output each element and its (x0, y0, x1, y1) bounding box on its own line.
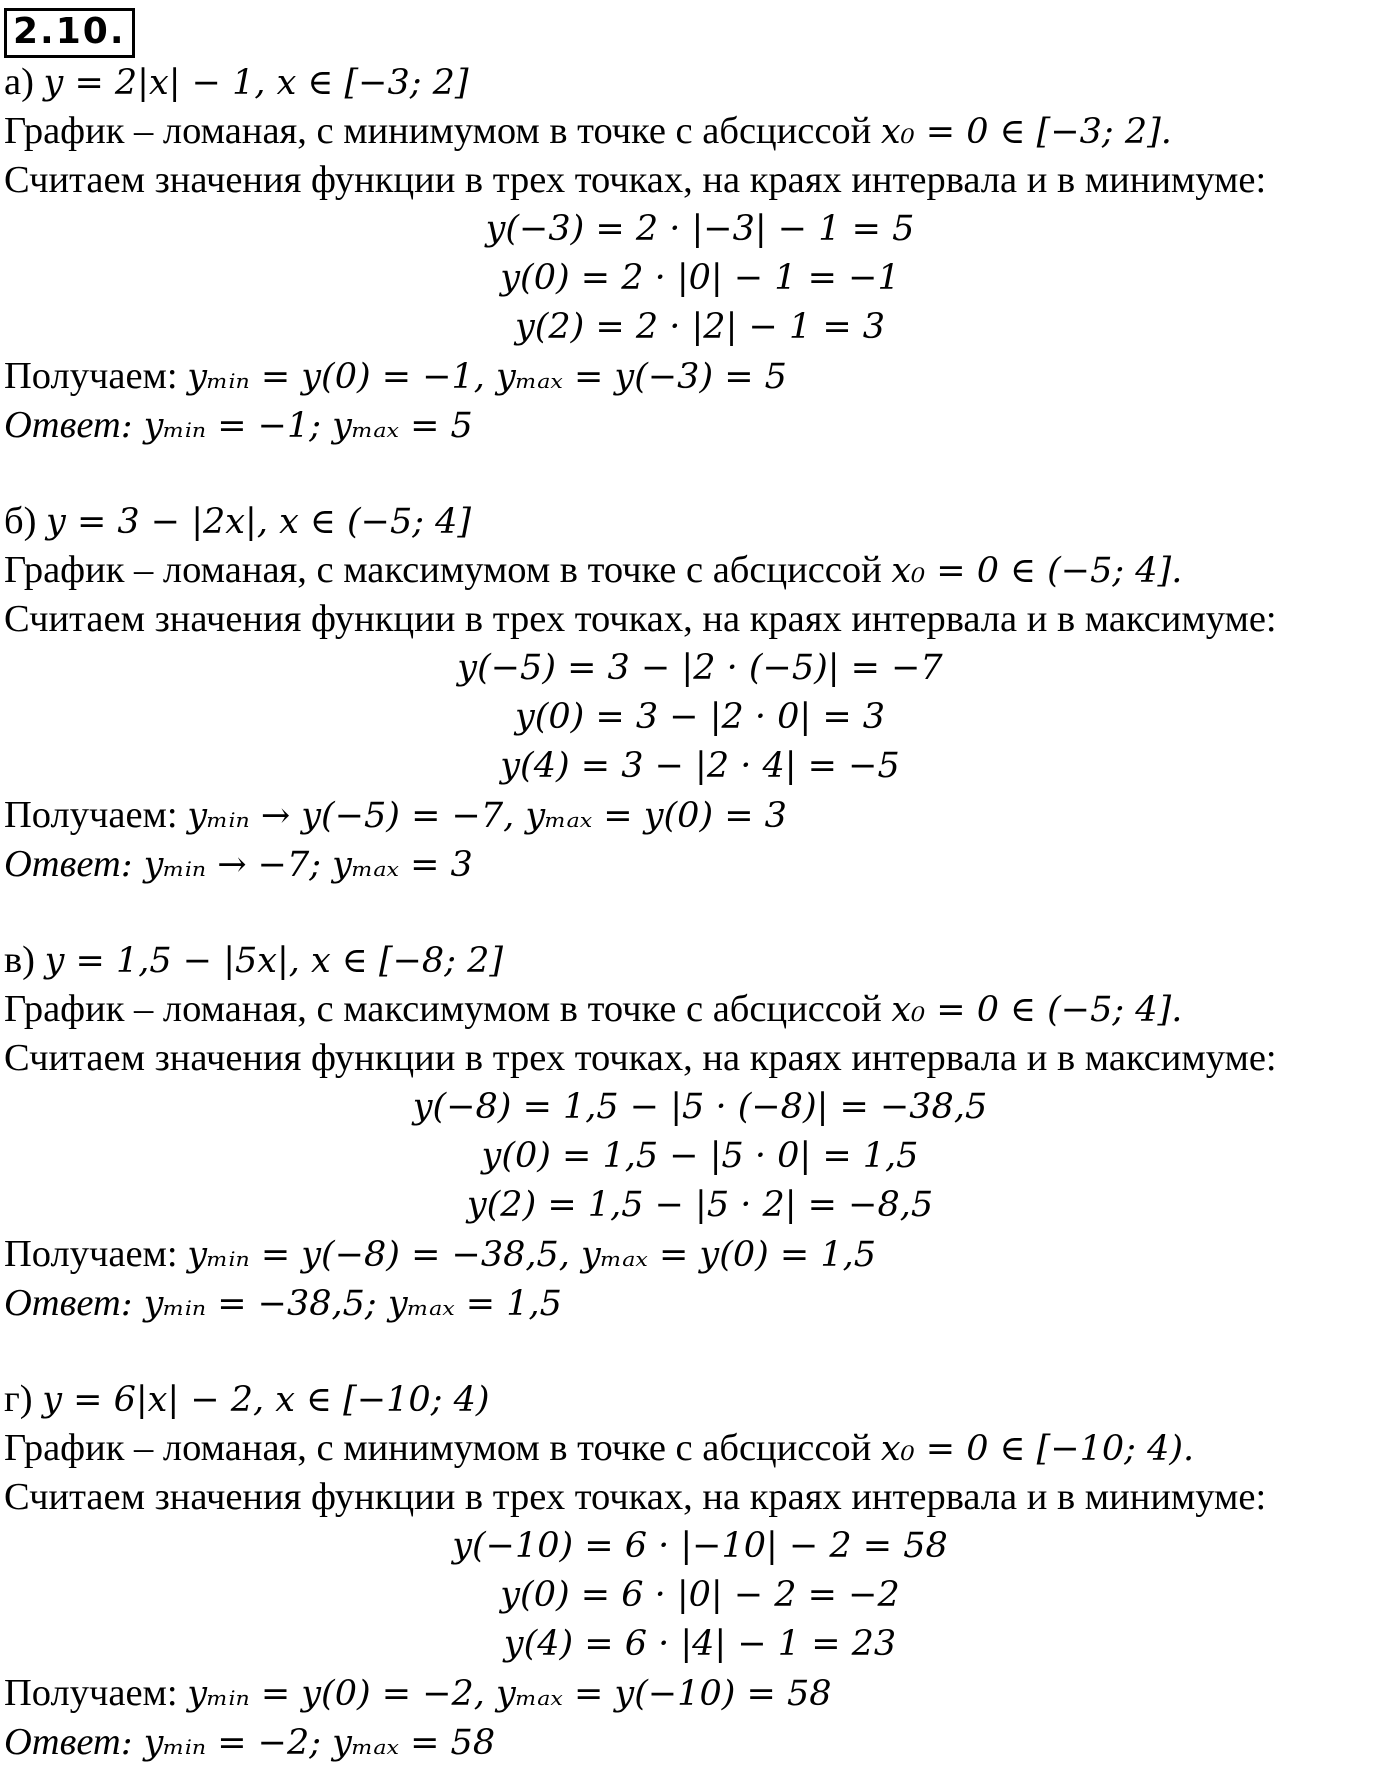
result-line: Получаем: yₘᵢₙ = y(−8) = −38,5, yₘₐₓ = y(0) = 1,5 (4, 1233, 877, 1275)
compute-note: Считаем значения функции в трех точках, на краях интервала и в максимуме: (4, 598, 1277, 640)
graph-note: График – ломаная, с максимумом в точке с абсциссой x₀ = 0 ∈ (−5; 4]. (4, 549, 1183, 591)
computation-line: y(4) = 6 · |4| − 1 = 23 (503, 1624, 897, 1664)
computation-line: y(−3) = 2 · |−3| − 1 = 5 (485, 209, 915, 249)
extremum-point: x₀ = 0 ∈ [−10; 4). (880, 1429, 1195, 1469)
part-b (4, 497, 1396, 889)
function-definition: y = 2|x| − 1, x ∈ [−3; 2] (43, 63, 469, 103)
computation-line: y(0) = 1,5 − |5 · 0| = 1,5 (481, 1136, 919, 1176)
compute-note: Считаем значения функции в трех точках, на краях интервала и в максимуме: (4, 1037, 1277, 1079)
part-letter: а) (4, 61, 34, 103)
result-line: Получаем: yₘᵢₙ = y(0) = −1, yₘₐₓ = y(−3) = 5 (4, 355, 787, 397)
computation-line: y(−5) = 3 − |2 · (−5)| = −7 (457, 648, 943, 688)
computation-line: y(2) = 1,5 − |5 · 2| = −8,5 (466, 1185, 934, 1225)
part-statement (4, 58, 1396, 107)
function-definition: y = 1,5 − |5x|, x ∈ [−8; 2] (44, 941, 504, 981)
part-a (4, 58, 1396, 450)
compute-note: Считаем значения функции в трех точках, на краях интервала и в минимуме: (4, 1476, 1267, 1518)
answer-line: Ответ: yₘᵢₙ = −2; yₘₐₓ = 58 (4, 1721, 496, 1763)
extremum-point: x₀ = 0 ∈ (−5; 4]. (891, 990, 1183, 1030)
part-g (4, 1375, 1396, 1767)
computation-line: y(2) = 2 · |2| − 1 = 3 (514, 307, 886, 347)
part-statement (4, 497, 1396, 546)
graph-note: График – ломаная, с максимумом в точке с абсциссой x₀ = 0 ∈ (−5; 4]. (4, 988, 1183, 1030)
result-line: Получаем: yₘᵢₙ → y(−5) = −7, yₘₐₓ = y(0) = 3 (4, 794, 787, 836)
compute-note: Считаем значения функции в трех точках, на краях интервала и в минимуме: (4, 159, 1267, 201)
spacer (4, 1328, 1396, 1375)
computation-line: y(0) = 6 · |0| − 2 = −2 (500, 1575, 900, 1615)
answer-line: Ответ: yₘᵢₙ = −38,5; yₘₐₓ = 1,5 (4, 1282, 562, 1324)
computation-line: y(−10) = 6 · |−10| − 2 = 58 (452, 1526, 948, 1566)
solution-page (4, 8, 1396, 1767)
answer-label: Ответ (4, 404, 121, 446)
spacer (4, 450, 1396, 497)
answer-label: Ответ (4, 843, 121, 885)
part-letter: б) (4, 500, 37, 542)
extremum-point: x₀ = 0 ∈ [−3; 2]. (880, 112, 1172, 152)
computation-line: y(4) = 3 − |2 · 4| = −5 (500, 746, 900, 786)
part-letter: г) (4, 1378, 33, 1420)
part-letter: в) (4, 939, 35, 981)
part-v (4, 936, 1396, 1328)
computation-line: y(0) = 2 · |0| − 1 = −1 (500, 258, 900, 298)
graph-note: График – ломаная, с минимумом в точке с абсциссой x₀ = 0 ∈ [−3; 2]. (4, 110, 1172, 152)
answer-label: Ответ (4, 1282, 121, 1324)
problem-number: 2.10. (4, 8, 135, 58)
computation-line: y(0) = 3 − |2 · 0| = 3 (514, 697, 886, 737)
part-statement (4, 1375, 1396, 1424)
part-statement (4, 936, 1396, 985)
result-line: Получаем: yₘᵢₙ = y(0) = −2, yₘₐₓ = y(−10) = 58 (4, 1672, 832, 1714)
answer-line: Ответ: yₘᵢₙ = −1; yₘₐₓ = 5 (4, 404, 473, 446)
answer-line: Ответ: yₘᵢₙ → −7; yₘₐₓ = 3 (4, 843, 473, 885)
spacer (4, 889, 1396, 936)
computation-line: y(−8) = 1,5 − |5 · (−8)| = −38,5 (412, 1087, 988, 1127)
graph-note: График – ломаная, с минимумом в точке с абсциссой x₀ = 0 ∈ [−10; 4). (4, 1427, 1195, 1469)
extremum-point: x₀ = 0 ∈ (−5; 4]. (891, 551, 1183, 591)
answer-label: Ответ (4, 1721, 121, 1763)
function-definition: y = 6|x| − 2, x ∈ [−10; 4) (42, 1380, 490, 1420)
function-definition: y = 3 − |2x|, x ∈ (−5; 4] (46, 502, 472, 542)
